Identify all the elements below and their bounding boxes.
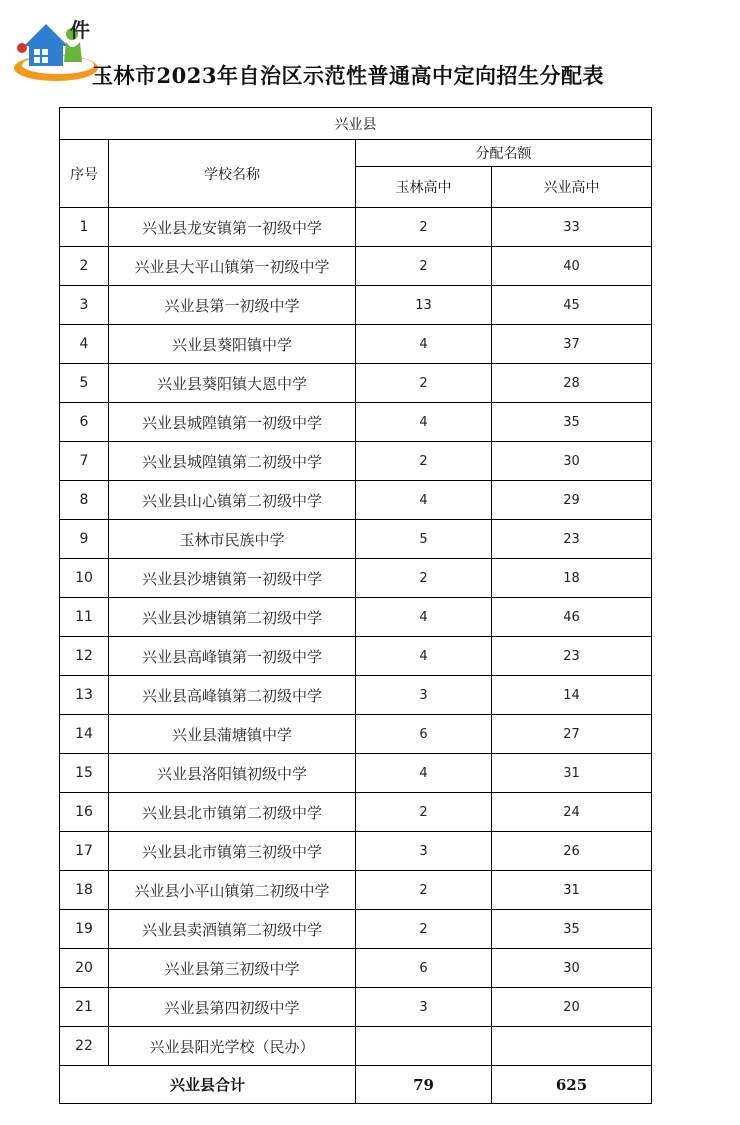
table-row [60, 1027, 652, 1066]
row-yulin-cell: 2 [356, 559, 492, 598]
row-yulin-cell: 2 [356, 871, 492, 910]
row-index-cell: 18 [60, 871, 109, 910]
table-row [60, 598, 652, 637]
table-row [60, 442, 652, 481]
row-school-cell: 兴业县第四初级中学 [109, 988, 356, 1027]
row-xingye-cell: 35 [492, 910, 652, 949]
row-index-cell: 13 [60, 676, 109, 715]
table-row [60, 559, 652, 598]
table-row [60, 481, 652, 520]
xingye-column-header: 兴业高中 [492, 167, 652, 208]
row-school-cell: 兴业县小平山镇第二初级中学 [109, 871, 356, 910]
row-school-cell: 兴业县大平山镇第一初级中学 [109, 247, 356, 286]
row-index-cell: 2 [60, 247, 109, 286]
row-index-cell: 5 [60, 364, 109, 403]
row-xingye-cell: 20 [492, 988, 652, 1027]
row-yulin-cell: 5 [356, 520, 492, 559]
row-school-cell: 兴业县城隍镇第一初级中学 [109, 403, 356, 442]
row-yulin-cell: 4 [356, 754, 492, 793]
row-yulin-cell: 2 [356, 364, 492, 403]
row-yulin-cell: 4 [356, 637, 492, 676]
table-row [60, 871, 652, 910]
row-index-cell: 12 [60, 637, 109, 676]
row-yulin-cell: 2 [356, 208, 492, 247]
table-row [60, 325, 652, 364]
county-header: 兴业县 [60, 108, 652, 140]
logo-person-red [17, 43, 27, 53]
row-xingye-cell: 23 [492, 637, 652, 676]
row-index-cell: 21 [60, 988, 109, 1027]
row-school-cell: 兴业县葵阳镇中学 [109, 325, 356, 364]
table-row [60, 793, 652, 832]
row-xingye-cell: 35 [492, 403, 652, 442]
total-row [60, 1066, 652, 1104]
row-index-cell: 16 [60, 793, 109, 832]
row-xingye-cell: 30 [492, 949, 652, 988]
row-yulin-cell: 2 [356, 910, 492, 949]
row-xingye-cell: 28 [492, 364, 652, 403]
row-index-cell: 15 [60, 754, 109, 793]
logo-roof [24, 24, 68, 46]
table-row [60, 286, 652, 325]
row-school-cell: 兴业县卖酒镇第二初级中学 [109, 910, 356, 949]
row-xingye-cell: 30 [492, 442, 652, 481]
row-index-cell: 17 [60, 832, 109, 871]
row-xingye-cell: 29 [492, 481, 652, 520]
row-yulin-cell: 3 [356, 988, 492, 1027]
total-label: 兴业县合计 [60, 1066, 356, 1104]
row-xingye-cell: 31 [492, 754, 652, 793]
row-index-cell: 4 [60, 325, 109, 364]
table-row [60, 832, 652, 871]
row-school-cell: 兴业县北市镇第三初级中学 [109, 832, 356, 871]
row-xingye-cell: 18 [492, 559, 652, 598]
row-yulin-cell: 4 [356, 598, 492, 637]
row-index-cell: 1 [60, 208, 109, 247]
row-xingye-cell: 26 [492, 832, 652, 871]
row-xingye-cell: 14 [492, 676, 652, 715]
table-row [60, 364, 652, 403]
row-school-cell: 兴业县沙塘镇第一初级中学 [109, 559, 356, 598]
row-school-cell: 兴业县洛阳镇初级中学 [109, 754, 356, 793]
table-row [60, 247, 652, 286]
row-index-cell: 3 [60, 286, 109, 325]
table-row [60, 754, 652, 793]
row-xingye-cell: 27 [492, 715, 652, 754]
table-row [60, 637, 652, 676]
allocation-column-header: 分配名额 [356, 140, 652, 167]
row-school-cell: 兴业县第一初级中学 [109, 286, 356, 325]
row-index-cell: 22 [60, 1027, 109, 1066]
row-yulin-cell: 6 [356, 715, 492, 754]
row-xingye-cell: 45 [492, 286, 652, 325]
row-xingye-cell [492, 1027, 652, 1066]
row-school-cell: 兴业县第三初级中学 [109, 949, 356, 988]
table-row [60, 910, 652, 949]
row-yulin-cell: 2 [356, 247, 492, 286]
row-index-cell: 6 [60, 403, 109, 442]
table-row [60, 520, 652, 559]
total-yulin: 79 [356, 1066, 492, 1104]
logo-caption: 件 [70, 18, 90, 42]
row-school-cell: 兴业县蒲塘镇中学 [109, 715, 356, 754]
row-yulin-cell: 3 [356, 832, 492, 871]
row-yulin-cell: 2 [356, 793, 492, 832]
table-row [60, 715, 652, 754]
row-yulin-cell: 4 [356, 325, 492, 364]
row-index-cell: 8 [60, 481, 109, 520]
row-school-cell: 兴业县高峰镇第二初级中学 [109, 676, 356, 715]
row-xingye-cell: 40 [492, 247, 652, 286]
row-school-cell: 兴业县阳光学校（民办） [109, 1027, 356, 1066]
table-row [60, 403, 652, 442]
row-school-cell: 兴业县北市镇第二初级中学 [109, 793, 356, 832]
row-xingye-cell: 37 [492, 325, 652, 364]
row-index-cell: 11 [60, 598, 109, 637]
row-school-cell: 兴业县山心镇第二初级中学 [109, 481, 356, 520]
table-row [60, 208, 652, 247]
row-yulin-cell: 4 [356, 481, 492, 520]
table-row [60, 988, 652, 1027]
row-school-cell: 兴业县高峰镇第一初级中学 [109, 637, 356, 676]
row-school-cell: 玉林市民族中学 [109, 520, 356, 559]
row-index-cell: 19 [60, 910, 109, 949]
row-xingye-cell: 31 [492, 871, 652, 910]
row-school-cell: 兴业县城隍镇第二初级中学 [109, 442, 356, 481]
row-index-cell: 7 [60, 442, 109, 481]
total-xingye: 625 [492, 1066, 652, 1104]
row-yulin-cell: 4 [356, 403, 492, 442]
row-index-cell: 20 [60, 949, 109, 988]
table-row [60, 676, 652, 715]
row-yulin-cell: 6 [356, 949, 492, 988]
row-xingye-cell: 46 [492, 598, 652, 637]
row-yulin-cell: 13 [356, 286, 492, 325]
allocation-table [59, 107, 652, 1104]
row-school-cell: 兴业县葵阳镇大恩中学 [109, 364, 356, 403]
table-row [60, 949, 652, 988]
row-yulin-cell: 2 [356, 442, 492, 481]
row-school-cell: 兴业县沙塘镇第二初级中学 [109, 598, 356, 637]
row-index-cell: 10 [60, 559, 109, 598]
page-title: 玉林市2023年自治区示范性普通高中定向招生分配表 [92, 63, 604, 88]
yulin-column-header: 玉林高中 [356, 167, 492, 208]
index-column-header: 序号 [60, 140, 109, 208]
row-yulin-cell: 3 [356, 676, 492, 715]
school-column-header: 学校名称 [109, 140, 356, 208]
table-body [60, 208, 652, 1104]
row-school-cell: 兴业县龙安镇第一初级中学 [109, 208, 356, 247]
row-xingye-cell: 24 [492, 793, 652, 832]
row-yulin-cell [356, 1027, 492, 1066]
row-index-cell: 14 [60, 715, 109, 754]
row-xingye-cell: 23 [492, 520, 652, 559]
row-xingye-cell: 33 [492, 208, 652, 247]
row-index-cell: 9 [60, 520, 109, 559]
